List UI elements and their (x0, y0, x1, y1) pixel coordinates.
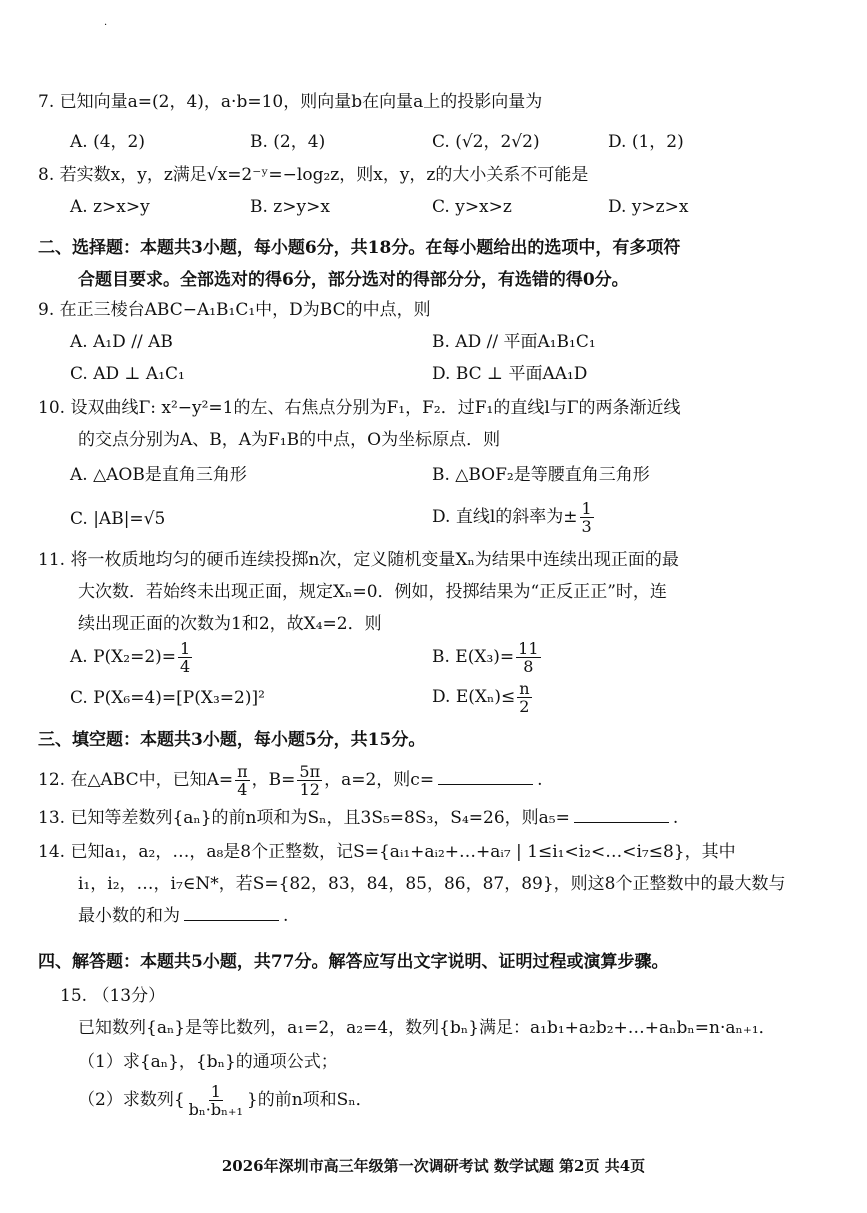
q10-option-b: B. △BOF₂是等腰直角三角形 (432, 465, 650, 485)
q15-part-2-pre: （2）求数列{ (78, 1090, 185, 1110)
q11-option-a-text: A. P(X₂=2)= (70, 647, 177, 667)
fraction-denominator: bₙ·bₙ₊₁ (188, 1100, 243, 1119)
q8-option-d: D. y>z>x (608, 197, 689, 217)
q14-stem-line2: i₁，i₂，…，i₇∈N*，若S={82，83，84，85，86，87，89}，则这8个正整数中的最大数与 (78, 874, 786, 894)
fraction-numerator: 11 (518, 639, 539, 658)
section-4-heading: 四、解答题：本题共5小题，共77分。解答应写出文字说明、证明过程或演算步骤。 (38, 952, 669, 972)
fraction-numerator: 5π (299, 762, 321, 781)
q14-text: 最小数的和为 (78, 906, 180, 926)
q15-part-2 (78, 1080, 373, 1120)
q9-option-c: C. AD ⊥ A₁C₁ (70, 364, 185, 384)
fraction-denominator: 8 (523, 657, 534, 676)
q11-stem-line2: 大次数．若始终未出现正面，规定Xₙ=0．例如，投掷结果为“正反正正”时，连 (78, 582, 667, 602)
page-footer: 2026年深圳市高三年级第一次调研考试 数学试题 第2页 共4页 (221, 1157, 646, 1175)
q7-stem: 7. 已知向量a=(2，4)，a·b=10，则向量b在向量a上的投影向量为 (38, 92, 543, 112)
section-2-instructions: 合题目要求。全部选对的得6分，部分选对的得部分分，有选错的得0分。 (78, 270, 629, 290)
fraction-denominator: 4 (237, 780, 248, 799)
q11-option-b (432, 640, 543, 675)
fraction-numerator: n (519, 679, 530, 698)
q10-option-d-text: D. 直线l的斜率为± (432, 507, 578, 527)
q11-option-d (432, 680, 534, 715)
q9-option-d: D. BC ⊥ 平面AA₁D (432, 364, 588, 384)
q9-option-a: A. A₁D // AB (70, 332, 173, 352)
q12-text-end: . (537, 770, 543, 790)
q14-stem-line1: 14. 已知a₁，a₂，…，a₈是8个正整数，记S={aᵢ₁+aᵢ₂+…+aᵢ₇ | 1≤i₁<i₂<…<i₇≤8}，其中 (38, 842, 736, 862)
q12-fraction-b (297, 763, 322, 798)
q15-part-1: （1）求{aₙ}，{bₙ}的通项公式； (78, 1052, 338, 1072)
q12-stem (38, 760, 542, 800)
q9-stem: 9. 在正三棱台ABC−A₁B₁C₁中，D为BC的中点，则 (38, 300, 431, 320)
q13-text-end: . (672, 808, 679, 828)
section-3-heading: 三、填空题：本题共3小题，每小题5分，共15分。 (38, 730, 426, 750)
fraction-denominator: 4 (180, 657, 191, 676)
q10-option-a: A. △AOB是直角三角形 (70, 465, 247, 485)
q10-option-d (432, 500, 596, 535)
q8-option-a: A. z>x>y (70, 197, 150, 217)
q15-header: 15. （13分） (60, 986, 166, 1006)
q10-option-c: C. |AB|=√5 (70, 509, 166, 529)
q15-part-2-fraction (187, 1083, 245, 1118)
q10-stem-line2: 的交点分别为A、B，A为F₁B的中点，O为坐标原点．则 (78, 430, 501, 450)
fraction-numerator: 1 (581, 499, 592, 518)
section-2-heading: 二、选择题：本题共3小题，每小题6分，共18分。在每小题给出的选项中，有多项符 (38, 238, 681, 258)
scan-speck: · (104, 20, 108, 31)
q8-option-b: B. z>y>x (250, 197, 330, 217)
q11-stem-line1: 11. 将一枚质地均匀的硬币连续投掷n次，定义随机变量Xₙ为结果中连续出现正面的最 (38, 550, 679, 570)
q13-answer-blank[interactable] (574, 806, 669, 823)
q12-fraction-a (235, 763, 250, 798)
q9-option-b: B. AD // 平面A₁B₁C₁ (432, 332, 596, 352)
q14-text-end: . (283, 906, 289, 926)
q11-option-c: C. P(X₆=4)=[P(X₃=2)]² (70, 688, 265, 708)
q7-option-c: C. (√2，2√2) (432, 132, 540, 152)
q10-stem-line1: 10. 设双曲线Γ: x²−y²=1的左、右焦点分别为F₁，F₂．过F₁的直线l与Γ的两条渐近线 (38, 398, 681, 418)
q11-option-a-fraction (178, 640, 192, 675)
q8-stem: 8. 若实数x，y，z满足√x=2⁻ʸ=−log₂z，则x，y，z的大小关系不可能是 (38, 165, 589, 185)
q15-part-2-post: }的前n项和Sₙ． (246, 1090, 373, 1110)
q11-option-b-fraction (516, 640, 540, 675)
q8-option-c: C. y>x>z (432, 197, 512, 217)
fraction-numerator: π (237, 762, 248, 781)
q10-option-d-fraction (580, 500, 594, 535)
fraction-numerator: 1 (210, 1082, 221, 1101)
q7-option-a: A. (4，2) (70, 132, 145, 152)
q11-option-a (70, 640, 194, 675)
fraction-denominator: 12 (299, 780, 320, 799)
q13-text: 13. 已知等差数列{aₙ}的前n项和为Sₙ，且3S₅=8S₃，S₄=26，则a₅= (38, 808, 570, 828)
q13-stem (38, 806, 678, 830)
q11-stem-line3: 续出现正面的次数为1和2，故X₄=2．则 (78, 614, 382, 634)
q11-option-d-fraction (517, 680, 531, 715)
q7-option-d: D. (1，2) (608, 132, 684, 152)
q11-option-d-text: D. E(Xₙ)≤ (432, 687, 516, 707)
q7-option-b: B. (2，4) (250, 132, 326, 152)
q12-text-post: ，a=2，则c= (324, 770, 435, 790)
q12-text-pre: 12. 在△ABC中，已知A= (38, 770, 234, 790)
q14-answer-blank[interactable] (184, 904, 279, 921)
q12-text-mid: ，B= (251, 770, 296, 790)
q12-answer-blank[interactable] (438, 768, 533, 785)
q14-stem-line3 (78, 904, 288, 928)
fraction-denominator: 2 (519, 697, 530, 716)
q15-stem: 已知数列{aₙ}是等比数列，a₁=2，a₂=4，数列{bₙ}满足：a₁b₁+a₂b₂+…+aₙbₙ=n·aₙ₊₁． (78, 1018, 776, 1038)
fraction-numerator: 1 (180, 639, 191, 658)
q11-option-b-text: B. E(X₃)= (432, 647, 515, 667)
fraction-denominator: 3 (581, 517, 592, 536)
